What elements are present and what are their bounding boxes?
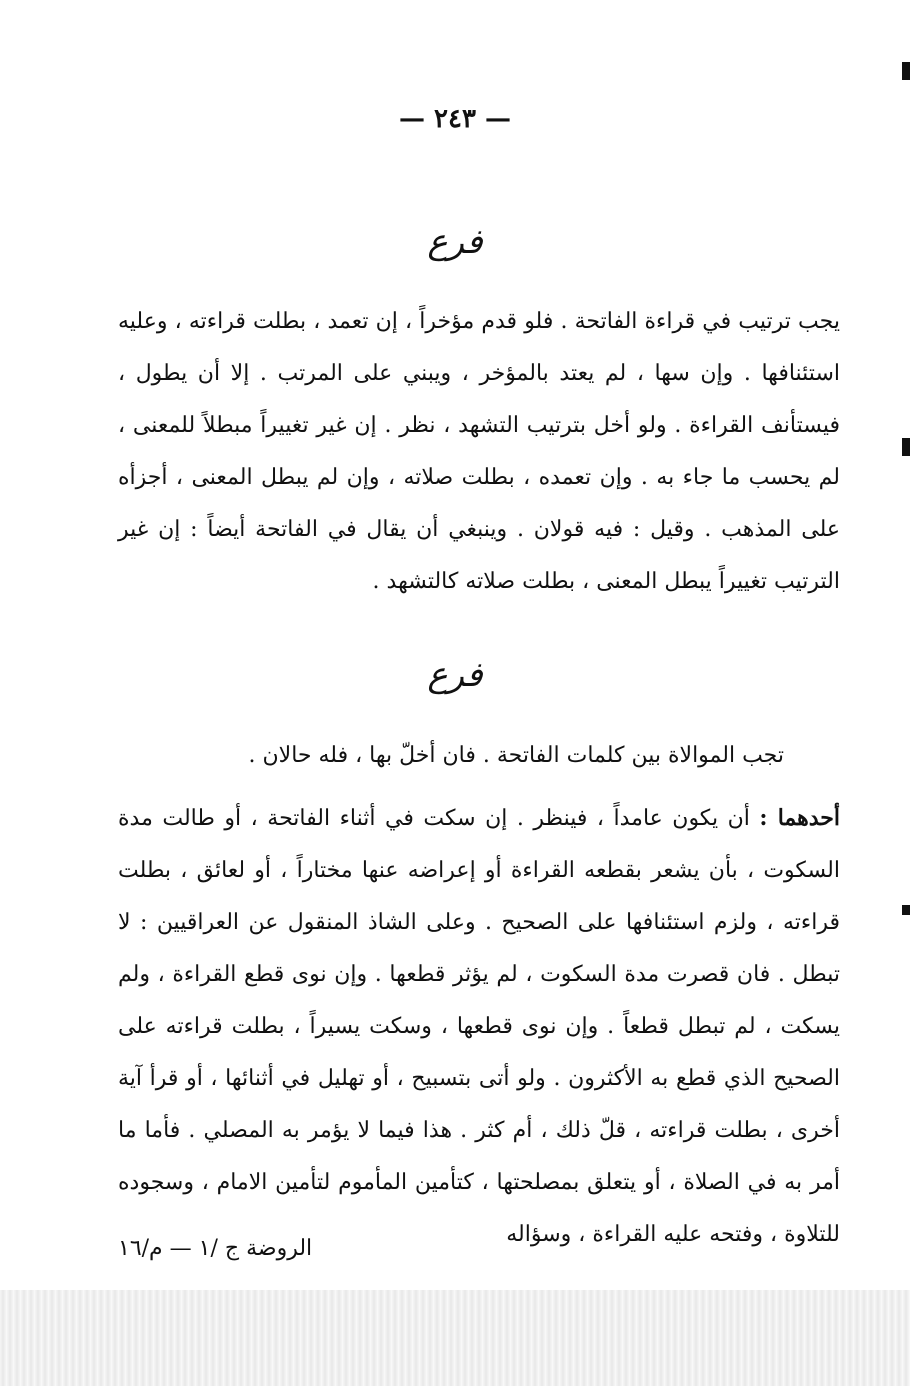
- footer-signature: الروضة ج /١ — م/١٦: [118, 1236, 313, 1261]
- section-heading-2: فرع: [427, 655, 483, 695]
- section-1-paragraph: يجب ترتيب في قراءة الفاتحة . فلو قدم مؤخراً ، إن تعمد ، بطلت قراءته ، وعليه استئنافها . وإن سها ، لم يعتد بالمؤخر ، ويبني على المرتب . إلا أن يطول ، فيستأنف القراءة . ولو أخل بترتيب التشهد ، نظر . إن غير تغييراً مبطلاً للمعنى ، لم يحسب ما جاء به . وإن تعمده ، بطلت صلاته ، وإن لم يبطل المعنى ، أجزأه على المذهب . وقيل : فيه قولان . وينبغي أن يقال في الفاتحة أيضاً : إن غير الترتيب تغييراً يبطل المعنى ، بطلت صلاته كالتشهد .: [118, 309, 840, 594]
- scan-artifact-strip: [0, 1290, 910, 1386]
- section-2-paragraph: [118, 792, 840, 1261]
- paragraph-lead: أحدهما :: [759, 805, 840, 831]
- paragraph-body: أن يكون عامداً ، فينظر . إن سكت في أثناء الفاتحة ، أو طالت مدة السكوت ، بأن يشعر بقطعه القراءة أو إعراضه عنها مختاراً ، أو لعائق ، بطلت قراءته ، ولزم استئنافها على الصحيح . وعلى الشاذ المنقول عن العراقيين : لا تبطل . فان قصرت مدة السكوت ، لم يؤثر قطعها . وإن نوى قطع القراءة ، ولم يسكت ، لم تبطل قطعاً . وإن نوى قطعها ، وسكت يسيراً ، بطلت قراءته على الصحيح الذي قطع به الأكثرون . ولو أتى بتسبيح ، أو تهليل في أثنائها ، أو قرأ آية أخرى ، بطلت قراءته ، قلّ ذلك ، أم كثر . هذا فيما لا يؤمر به المصلي . فأما ما أمر به في الصلاة ، أو يتعلق بمصلحتها ، كتأمين المأموم لتأمين الامام ، وسجوده للتلاوة ، وفتحه عليه القراءة ، وسؤاله: [118, 806, 840, 1247]
- section-2-intro: تجب الموالاة بين كلمات الفاتحة . فان أخلّ بها ، فله حالان .: [248, 743, 784, 768]
- margin-mark: [902, 905, 910, 915]
- margin-mark: [902, 62, 910, 80]
- page-number: — ٢٤٣ —: [398, 104, 512, 134]
- section-heading-1: فرع: [427, 222, 483, 262]
- margin-mark: [902, 438, 910, 456]
